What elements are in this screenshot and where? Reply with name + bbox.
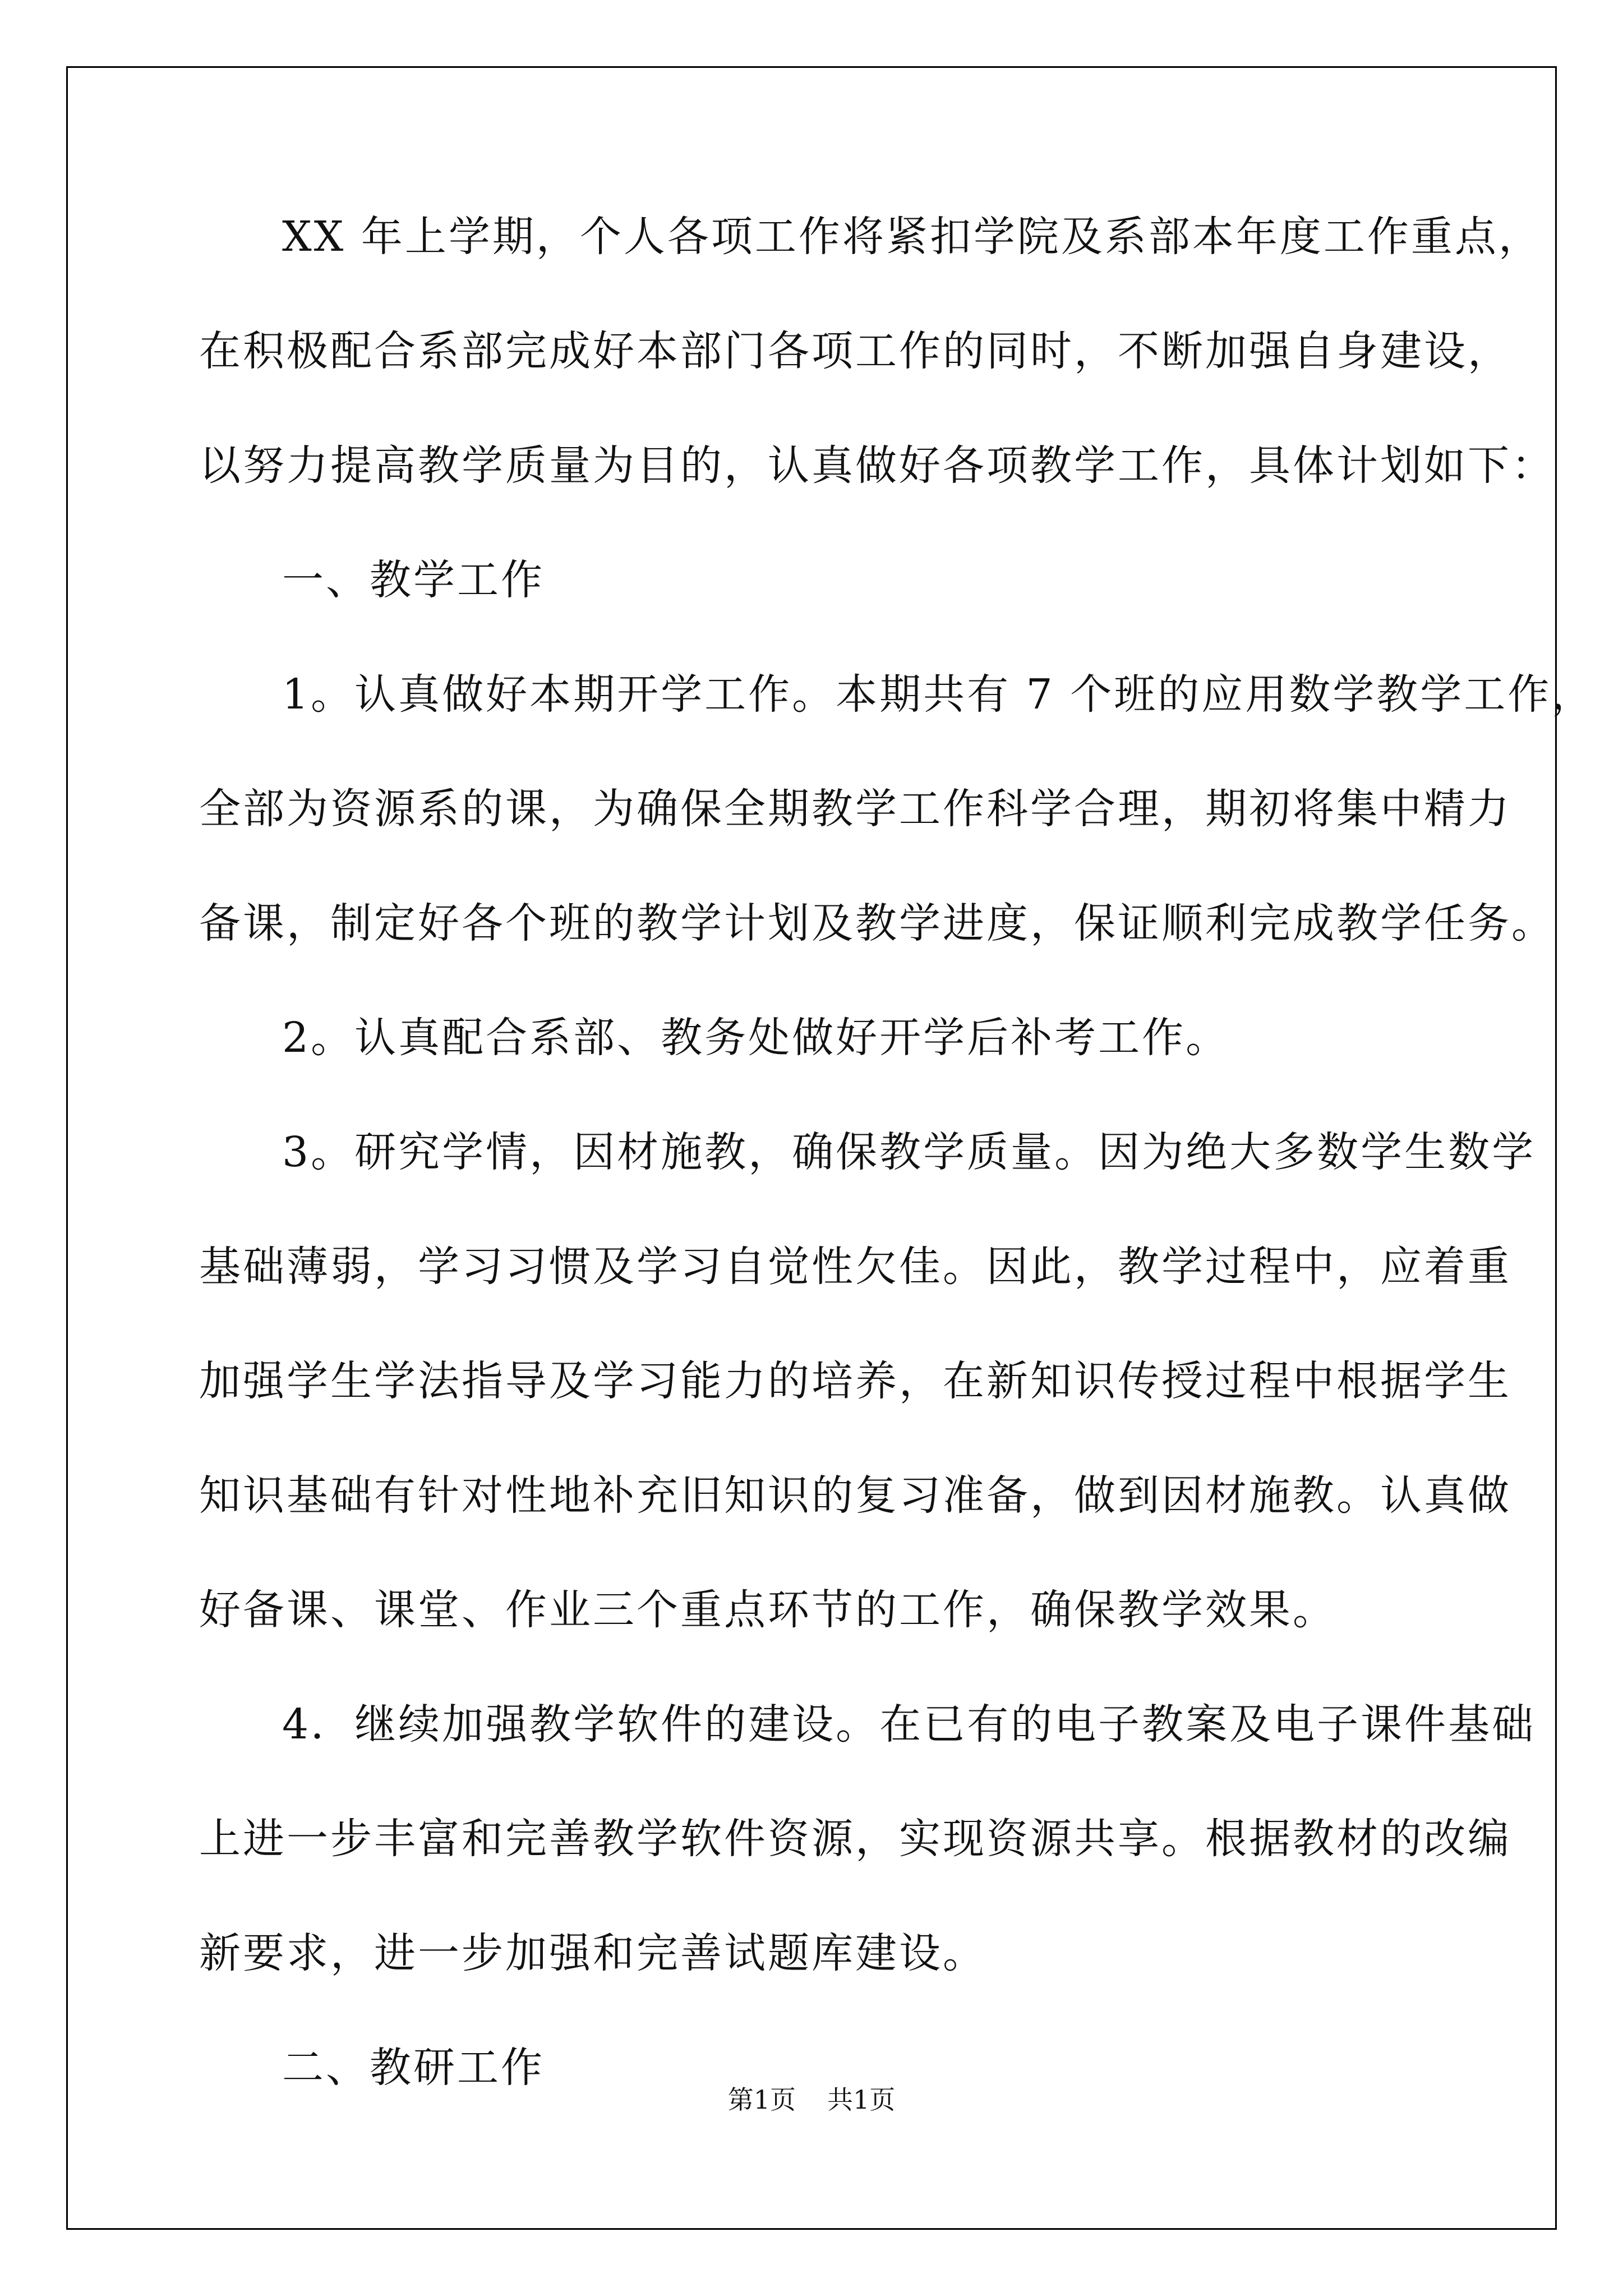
paragraph-line: 新要求，进一步加强和完善试题库建设。 xyxy=(199,1929,986,1977)
paragraph-line: 加强学生学法指导及学习能力的培养，在新知识传授过程中根据学生 xyxy=(199,1357,1511,1405)
paragraph-line: XX 年上学期，个人各项工作将紧扣学院及系部本年度工作重点， xyxy=(282,213,1542,261)
paragraph-line: 上进一步丰富和完善教学软件资源，实现资源共享。根据教材的改编 xyxy=(199,1815,1511,1863)
paragraph-line: 基础薄弱，学习习惯及学习自觉性欠佳。因此，教学过程中，应着重 xyxy=(199,1243,1511,1291)
paragraph-line: 以努力提高教学质量为目的，认真做好各项教学工作，具体计划如下： xyxy=(199,441,1555,490)
page-footer xyxy=(0,2087,1623,2113)
paragraph-line: 3。研究学情，因材施教，确保教学质量。因为绝大多数学生数学 xyxy=(282,1128,1536,1176)
paragraph-line: 2。认真配合系部、教务处做好开学后补考工作。 xyxy=(282,1014,1230,1062)
page-number: 第1页 xyxy=(727,2085,796,2115)
paragraph-line: 备课，制定好各个班的教学计划及教学进度，保证顺利完成教学任务。 xyxy=(199,899,1555,947)
paragraph-line: 知识基础有针对性地补充旧知识的复习准备，做到因材施教。认真做 xyxy=(199,1471,1511,1520)
section-heading: 一、教学工作 xyxy=(282,556,545,604)
document-body xyxy=(199,213,1596,2161)
paragraph-line: 好备课、课堂、作业三个重点环节的工作，确保教学效果。 xyxy=(199,1586,1336,1634)
paragraph-line: 4．继续加强教学软件的建设。在已有的电子教案及电子课件基础 xyxy=(282,1700,1536,1749)
section-heading: 二、教研工作 xyxy=(282,2044,545,2092)
paragraph-line: 在积极配合系部完成好本部门各项工作的同时，不断加强自身建设， xyxy=(199,327,1511,375)
paragraph-line: 1。认真做好本期开学工作。本期共有 7 个班的应用数学教学工作， xyxy=(282,670,1596,719)
paragraph-line: 全部为资源系的课，为确保全期教学工作科学合理，期初将集中精力 xyxy=(199,785,1511,833)
page-total: 共1页 xyxy=(827,2085,896,2115)
